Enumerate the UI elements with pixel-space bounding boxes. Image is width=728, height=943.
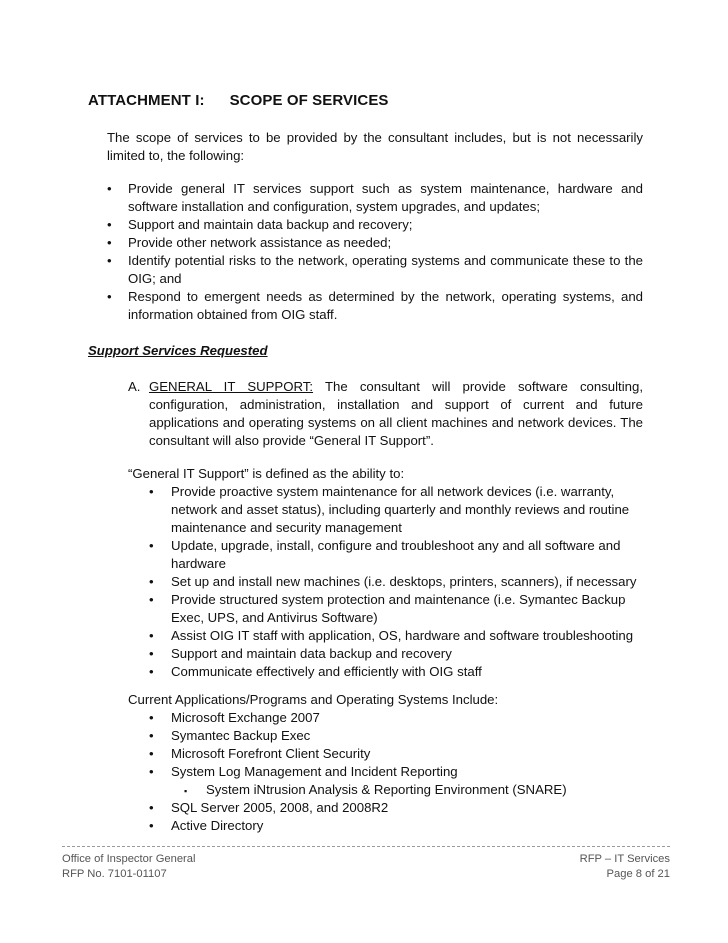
bullet-icon: • xyxy=(107,217,112,232)
scope-list xyxy=(107,180,643,324)
list-item: • Provide other network assistance as needed; xyxy=(107,235,392,250)
bullet-icon: • xyxy=(149,746,154,761)
list-item: • Communicate effectively and efficiently with OIG staff xyxy=(149,664,482,679)
bullet-icon: • xyxy=(149,646,154,661)
current-apps-intro: Current Applications/Programs and Operating Systems Include: xyxy=(128,692,499,707)
bullet-icon: • xyxy=(149,818,154,833)
footer-rfp-title: RFP – IT Services xyxy=(579,853,670,865)
bullet-icon: • xyxy=(149,800,154,815)
list-item: • Active Directory xyxy=(149,818,264,833)
bullet-icon: • xyxy=(149,628,154,643)
item-text: The consultant will provide software consulting, configuration, administration, installation and support of current and future applications and operating systems on all client machines and network devices. The consultant will also provide “General IT Support”. xyxy=(149,379,643,448)
list-item: • Set up and install new machines (i.e. desktops, printers, scanners), if necessary xyxy=(149,574,637,589)
general-it-support-item xyxy=(128,378,643,450)
list-item: • Identify potential risks to the network, operating systems and communicate these to the OIG; and xyxy=(107,253,643,286)
list-item: • Respond to emergent needs as determined by the network, operating systems, and information obtained from OIG staff. xyxy=(107,289,643,322)
bullet-icon: • xyxy=(107,289,112,304)
bullet-icon: • xyxy=(149,664,154,679)
definition-intro: “General IT Support” is defined as the ability to: xyxy=(128,466,405,481)
list-item: • Support and maintain data backup and recovery; xyxy=(107,217,413,232)
current-apps-list xyxy=(149,709,643,835)
list-item: • Provide general IT services support such as system maintenance, hardware and software installation and configuration, system upgrades, and updates; xyxy=(107,181,643,214)
bullet-icon: • xyxy=(149,538,154,553)
bullet-icon: • xyxy=(149,592,154,607)
list-item: • Microsoft Exchange 2007 xyxy=(149,710,320,725)
item-marker: A. xyxy=(128,379,141,394)
list-item: • Symantec Backup Exec xyxy=(149,728,311,743)
list-item: • Provide proactive system maintenance for all network devices (i.e. warranty, network and asset status), including quarterly and monthly reviews and routine maintenance and security management xyxy=(149,484,630,535)
list-item: • Support and maintain data backup and recovery xyxy=(149,646,452,661)
footer-right xyxy=(580,852,670,882)
sub-list-item: ▪ System iNtrusion Analysis & Reporting Environment (SNARE) xyxy=(149,781,643,799)
list-item: • Provide structured system protection and maintenance (i.e. Symantec Backup Exec, UPS, and Antivirus Software) xyxy=(149,592,626,625)
attachment-heading xyxy=(88,92,389,109)
list-item: • SQL Server 2005, 2008, and 2008R2 xyxy=(149,800,389,815)
footer-left xyxy=(62,852,196,882)
square-bullet-icon: ▪ xyxy=(184,786,188,796)
support-services-heading: Support Services Requested xyxy=(88,343,268,358)
intro-paragraph: The scope of services to be provided by the consultant includes, but is not necessarily limited to, the following: xyxy=(107,130,643,163)
attachment-title: SCOPE OF SERVICES xyxy=(229,92,389,109)
bullet-icon: • xyxy=(149,484,154,499)
footer-page-number: Page 8 of 21 xyxy=(606,868,670,880)
bullet-icon: • xyxy=(107,253,112,268)
bullet-icon: • xyxy=(149,728,154,743)
attachment-label: ATTACHMENT I: xyxy=(88,92,205,109)
footer-divider xyxy=(62,846,670,847)
bullet-icon: • xyxy=(149,710,154,725)
item-label: GENERAL IT SUPPORT: xyxy=(149,379,314,394)
bullet-icon: • xyxy=(149,574,154,589)
footer-rfp-number: RFP No. 7101-01107 xyxy=(62,868,167,880)
bullet-icon: • xyxy=(107,181,112,196)
bullet-icon: • xyxy=(149,764,154,779)
list-item: • Assist OIG IT staff with application, OS, hardware and software troubleshooting xyxy=(149,628,634,643)
list-item: • Update, upgrade, install, configure and troubleshoot any and all software and hardware xyxy=(149,538,621,571)
list-item: • Microsoft Forefront Client Security xyxy=(149,746,371,761)
list-item: • System Log Management and Incident Reporting xyxy=(149,764,458,779)
bullet-icon: • xyxy=(107,235,112,250)
support-list xyxy=(149,483,643,681)
footer-office: Office of Inspector General xyxy=(62,853,196,865)
